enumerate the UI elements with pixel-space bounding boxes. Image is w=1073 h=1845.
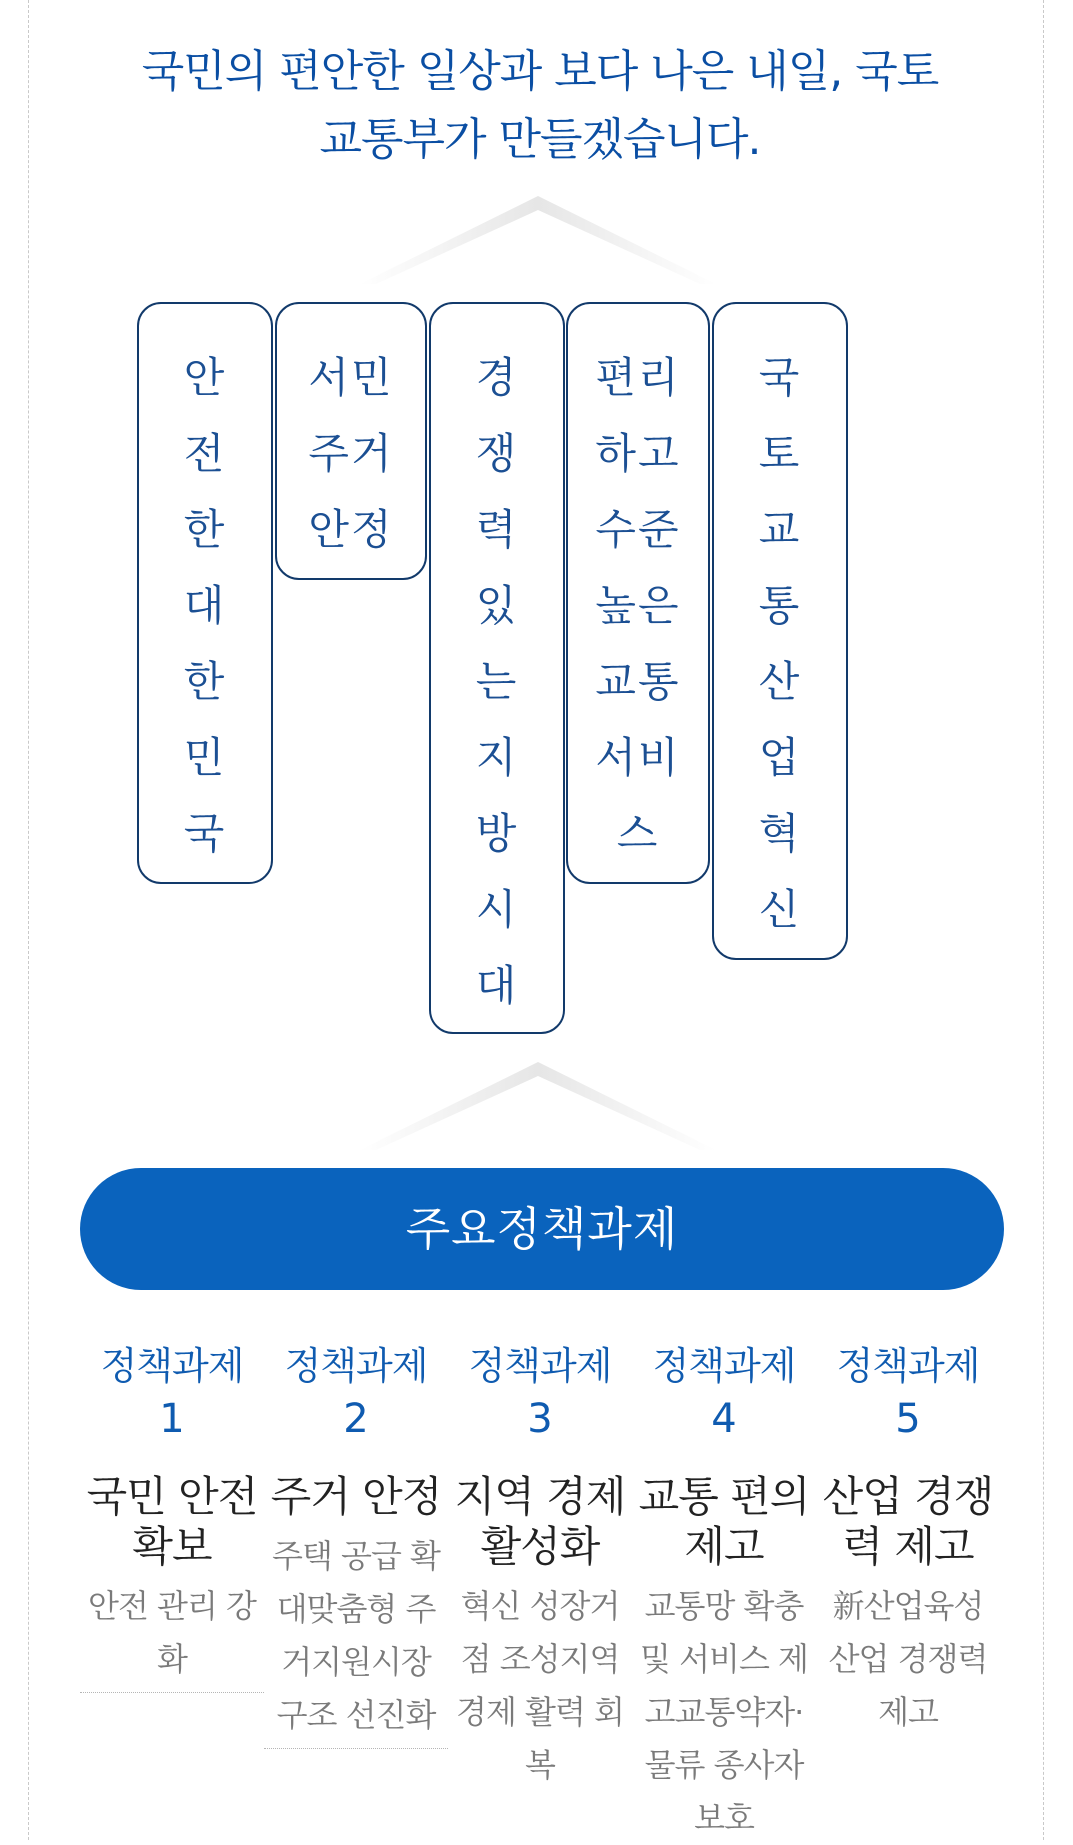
task-description: 주택 공급 확대맞춤형 주거지원시장 구조 선진화 [272,1537,440,1734]
value-housing-stability: 서민주거안정 [275,302,427,580]
task-label: 정책과제 [100,1344,244,1388]
value-safe-korea: 안전한대한민국 [137,302,273,884]
task-label: 정책과제 [468,1344,612,1388]
task-description: 교통망 확충 및 서비스 제고교통약자·물류 종사자 보호 [640,1587,808,1837]
task-label: 정책과제 [652,1344,796,1388]
value-competitive-regions: 경쟁력있는지방시대 [429,302,565,1034]
lower-chevron-icon [360,1062,716,1150]
task-title: 교통 편의 제고 [638,1472,810,1571]
task-title: 국민 안전 확보 [86,1472,258,1571]
task-title: 지역 경제 활성화 [454,1472,626,1571]
task-label: 정책과제 [836,1344,980,1388]
task-number: 3 [527,1396,553,1442]
headline-line-2: 교통부가 만들겠습니다. [319,114,761,165]
task-divider [264,1748,448,1749]
policy-task-list [80,1340,1000,1840]
task-title: 주거 안정 [270,1472,442,1521]
headline-line-1: 국민의 편안한 일상과 보다 나은 내일, 국토 [141,46,939,97]
policy-tasks-banner: 주요정책과제 [80,1168,1004,1290]
policy-task-2[interactable] [264,1340,448,1749]
policy-task-3[interactable] [448,1340,632,1792]
value-industry-innovation: 국토교통산업혁신 [712,302,848,960]
policy-task-5[interactable] [816,1340,1000,1739]
value-transport-service: 편리하고수준높은교통서비스 [566,302,710,884]
policy-task-1[interactable] [80,1340,264,1693]
policy-task-4[interactable] [632,1340,816,1845]
task-number: 5 [895,1396,921,1442]
task-number: 1 [159,1396,185,1442]
task-label: 정책과제 [284,1344,428,1388]
task-number: 2 [343,1396,369,1442]
task-divider [80,1692,264,1693]
task-description: 新산업육성 산업 경쟁력 제고 [828,1587,988,1731]
task-description: 안전 관리 강화 [88,1587,256,1678]
task-description: 혁신 성장거점 조성지역 경제 활력 회복 [456,1587,624,1784]
task-title: 산업 경쟁력 제고 [822,1472,994,1571]
task-number: 4 [711,1396,737,1442]
